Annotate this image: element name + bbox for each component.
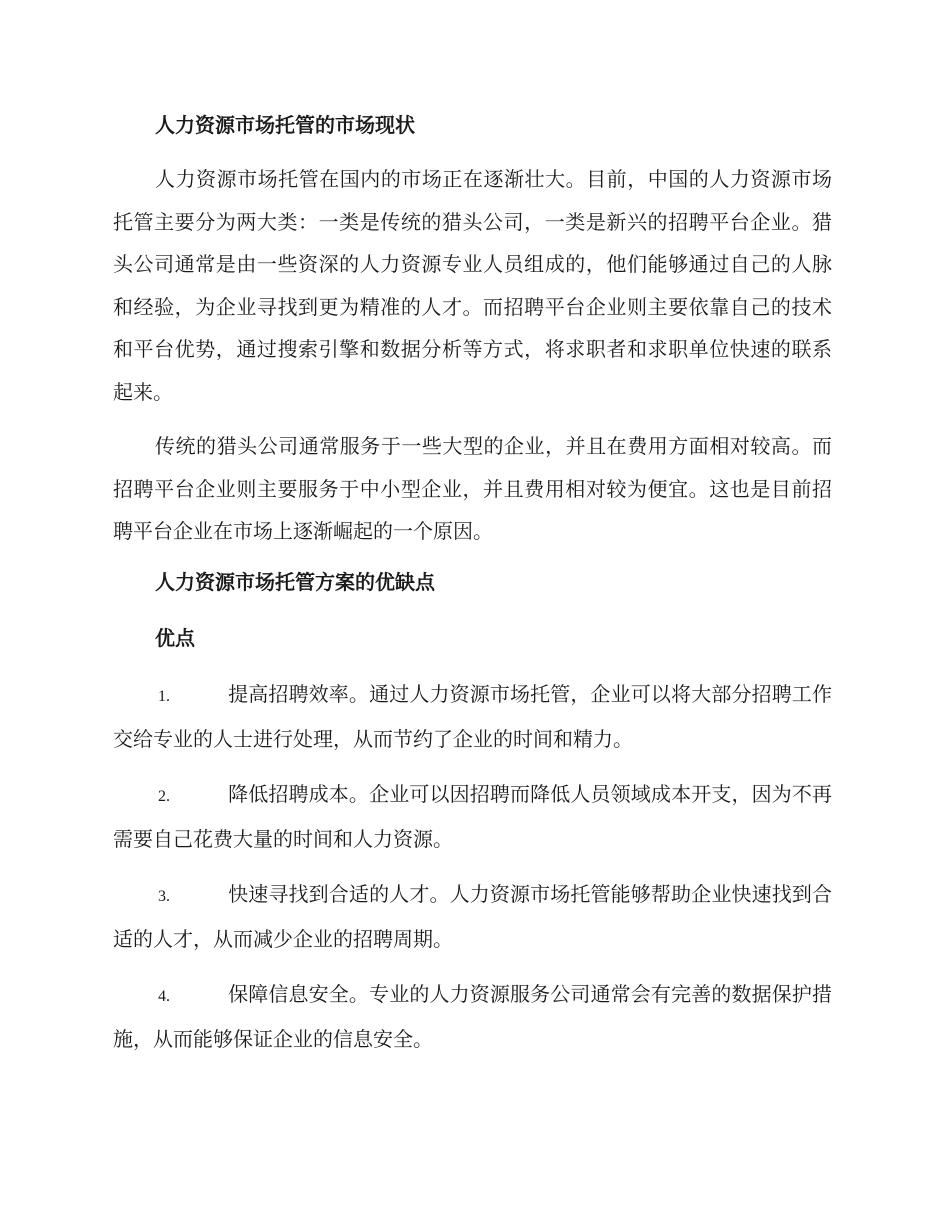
paragraph-market-status-1: 人力资源市场托管在国内的市场正在逐渐壮大。目前，中国的人力资源市场托管主要分为两大类：一类是传统的猎头公司，一类是新兴的招聘平台企业。猎头公司通常是由一些资深的人力资源专业人员组成的，他们能够通过自己的人脉和经验，为企业寻找到更为精准的人才。而招聘平台企业则主要依靠自己的技术和平台优势，通过搜索引擎和数据分析等方式，将求职者和求职单位快速的联系起来。 [113,167,832,404]
list-item-text: 提高招聘效率。通过人力资源市场托管，企业可以将大部分招聘工作交给专业的人士进行处理，从而节约了企业的时间和精力。 [113,681,832,751]
list-item-number: 1. [158,687,170,705]
list-item-text: 快速寻找到合适的人才。人力资源市场托管能够帮助企业快速找到合适的人才，从而减少企业的招聘周期。 [113,881,832,951]
list-item [113,773,832,861]
subheading-pros: 优点 [155,625,195,650]
list-item-number: 2. [158,787,170,805]
section-heading-market-status: 人力资源市场托管的市场现状 [155,113,415,137]
list-item [113,673,832,761]
list-item [113,873,832,961]
list-item-number: 4. [158,987,170,1005]
list-item-text: 降低招聘成本。企业可以因招聘而降低人员领域成本开支，因为不再需要自己花费大量的时间和人力资源。 [113,781,832,851]
list-item-text: 保障信息安全。专业的人力资源服务公司通常会有完善的数据保护措施，从而能够保证企业的信息安全。 [113,981,832,1051]
paragraph-market-status-2: 传统的猎头公司通常服务于一些大型的企业，并且在费用方面相对较高。而招聘平台企业则主要服务于中小型企业，并且费用相对较为便宜。这也是目前招聘平台企业在市场上逐渐崛起的一个原因。 [113,434,832,543]
list-item [113,973,832,1061]
section-heading-pros-cons: 人力资源市场托管方案的优缺点 [155,569,435,594]
list-item-number: 3. [158,887,170,905]
